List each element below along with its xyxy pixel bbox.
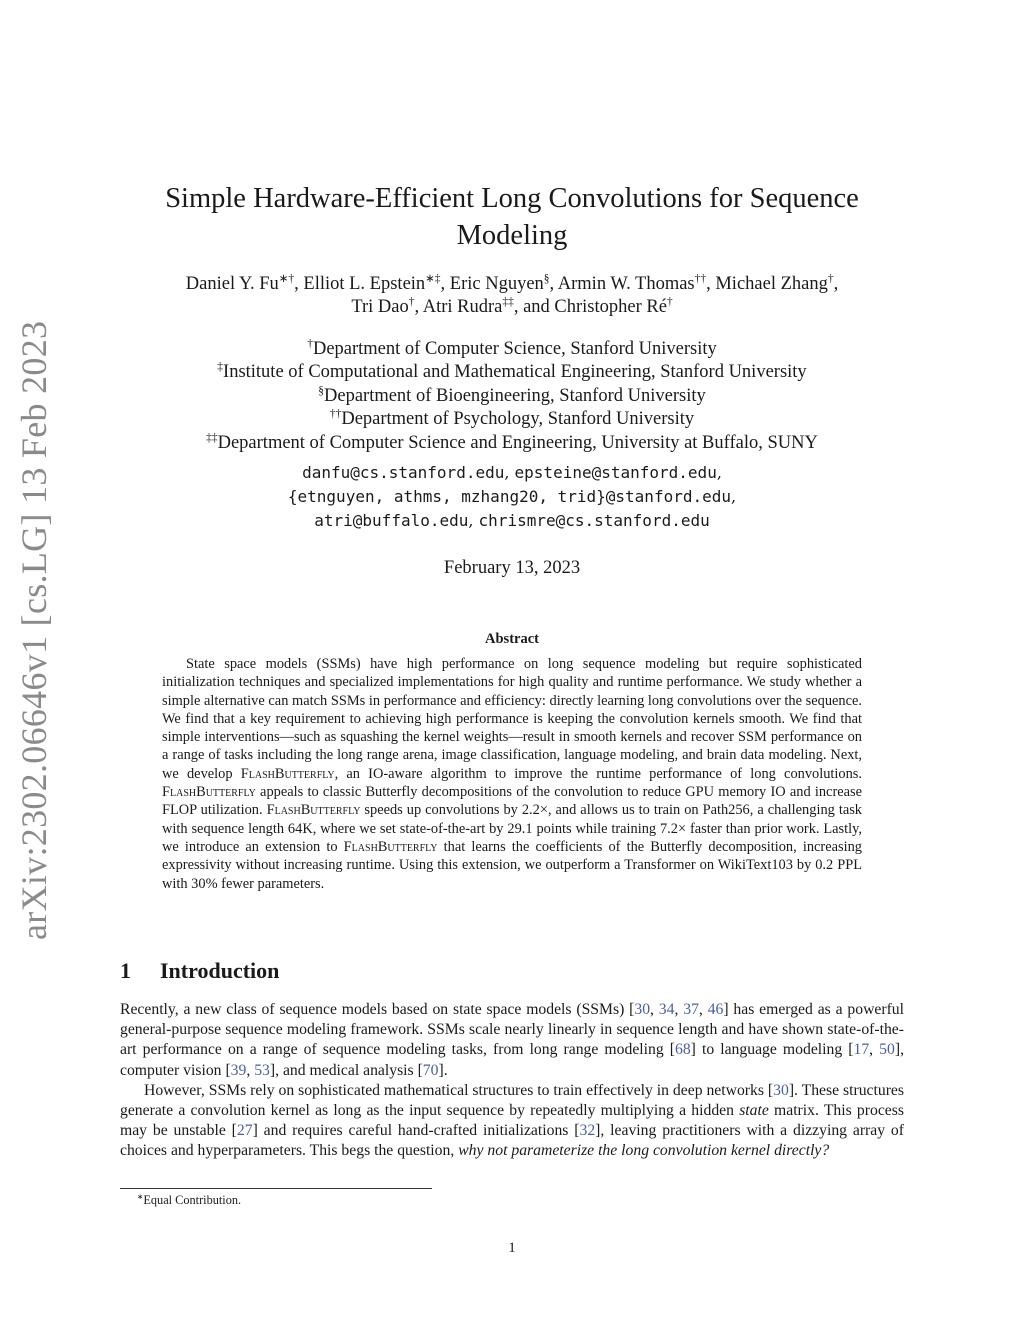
title-line-1: Simple Hardware-Efficient Long Convolutions for Sequence — [165, 183, 859, 214]
arxiv-identifier-stamp: arXiv:2302.06646v1 [cs.LG] 13 Feb 2023 — [14, 320, 54, 940]
author-mark: ∗† — [278, 272, 295, 285]
text-segment: ], computer vision [ — [120, 1041, 905, 1079]
affiliation-mark: † — [307, 337, 313, 350]
email-line-1: danfu@cs.stanford.edu, epsteine@stanford.edu, — [302, 463, 722, 482]
author-name: Atri Rudra — [422, 297, 503, 317]
citation-link[interactable]: 50 — [879, 1041, 895, 1059]
email-line-2: {etnguyen, athms, mzhang20, trid}@stanford.edu, — [287, 487, 737, 506]
research-question: why not parameterize the long convolution kernel directly? — [458, 1142, 830, 1160]
author-list — [0, 273, 1024, 319]
text-segment: ] to language modeling [ — [690, 1041, 854, 1059]
method-name: FlashButterfly — [162, 784, 256, 801]
affiliation-mark: ‡ — [217, 361, 224, 374]
affiliation-item — [0, 385, 1024, 408]
affiliation-mark: § — [318, 384, 324, 397]
author-name: Elliot L. Epstein — [303, 274, 426, 294]
affiliation-item — [0, 432, 1024, 455]
email-list — [0, 461, 1024, 533]
email-link[interactable]: chrismre@cs.stanford.edu — [478, 511, 710, 530]
abstract-text — [162, 655, 862, 893]
author-line-2: Tri Dao†, Atri Rudra‡‡, and Christopher Ré† — [351, 295, 673, 317]
affiliation-mark: †† — [329, 408, 342, 421]
affiliation-text: Department of Psychology, Stanford University — [341, 409, 695, 430]
introduction-body — [120, 1000, 904, 1162]
author-name: Michael Zhang — [715, 274, 828, 294]
citation-link[interactable]: 34 — [658, 1001, 675, 1018]
text-segment: ], leaving practitioners with a dizzying array of choices and hyperparameters. This begs the question, — [120, 1122, 905, 1160]
author-mark: † — [666, 295, 673, 308]
abstract-segment: that learns the coefficients of the Butterfly decomposition, increasing expressivity without increasing runtime. Using this extension, we outperform a Transformer on WikiText103 by 0.2 PPL with 30% fewer parameters. — [162, 838, 862, 892]
title-line-2: Modeling — [456, 220, 568, 251]
paragraph — [120, 1081, 904, 1162]
citation-link[interactable]: 70 — [422, 1061, 439, 1079]
author-mark: ‡‡ — [502, 295, 514, 308]
author-name: Tri Dao — [351, 297, 409, 317]
emphasis: state — [739, 1102, 769, 1120]
affiliation-text: Department of Computer Science, Stanford University — [312, 339, 717, 359]
text-segment: ] has emerged as a powerful general-purpose sequence modeling framework. SSMs scale nearly linearly in sequence length and have shown state-of-the-art performance on a range of sequence modeling tasks, from long range modeling [ — [120, 1001, 905, 1059]
affiliation-item — [0, 361, 1024, 384]
citation-link[interactable]: 53 — [254, 1061, 270, 1079]
author-mark: †† — [694, 272, 707, 285]
affiliation-text: Department of Bioengineering, Stanford University — [324, 385, 706, 406]
text-segment: ]. These structures generate a convolution kernel as long as the input sequence by repeatedly multiplying a hidden — [120, 1081, 904, 1120]
citation-link[interactable]: 27 — [236, 1122, 253, 1140]
author-name: Christopher Ré — [554, 297, 667, 317]
method-name: FlashButterfly — [266, 802, 361, 819]
author-mark: § — [543, 272, 550, 285]
author-mark: ∗‡ — [425, 272, 441, 285]
footnote-text: Equal Contribution. — [143, 1193, 242, 1207]
author-name: Armin W. Thomas — [557, 274, 695, 294]
abstract-segment: State space models (SSMs) have high performance on long sequence modeling but require sophisticated initialization techniques and specialized implementations for high quality and runtime performance. We study whether a simple alternative can match SSMs in performance and efficiency: directly learning long convolutions over the sequence. We find that a key requirement to achieving high performance is keeping the convolution kernels smooth. We find that simple interventions—such as squashing the kernel weights—result in smooth kernels and recover SSM performance on a range of tasks including the long range arena, image classification, language modeling, and brain data modeling. Next, we develop — [162, 656, 862, 782]
author-name: Eric Nguyen — [449, 274, 544, 294]
footnote — [137, 1193, 241, 1208]
citation-link[interactable]: 32 — [579, 1122, 596, 1140]
method-name: FlashButterfly — [240, 765, 335, 782]
citation-link[interactable]: 37 — [683, 1001, 699, 1018]
citation-link[interactable]: 17 — [853, 1041, 870, 1059]
affiliation-list — [0, 338, 1024, 455]
abstract-segment: , an IO-aware algorithm to improve the runtime performance of long convolutions. — [334, 765, 863, 782]
citation-link[interactable]: 46 — [707, 1001, 724, 1018]
text-segment: ]. — [438, 1061, 448, 1079]
footnote-mark: ∗ — [137, 1191, 144, 1201]
affiliation-mark: ‡‡ — [206, 431, 218, 444]
affiliation-text: Institute of Computational and Mathematical Engineering, Stanford University — [223, 362, 807, 383]
citation-link[interactable]: 39 — [230, 1061, 247, 1079]
text-segment: Recently, a new class of sequence models based on state space models (SSMs) [ — [120, 1001, 635, 1018]
section-number: 1 — [120, 958, 131, 983]
affiliation-text: Department of Computer Science and Engineering, University at Buffalo, SUNY — [217, 432, 818, 453]
citation-link[interactable]: 68 — [674, 1041, 691, 1059]
page-number: 1 — [508, 1240, 516, 1256]
email-link[interactable]: atri@buffalo.edu — [314, 511, 469, 530]
affiliation-item — [0, 338, 1024, 361]
paper-title — [0, 180, 1024, 254]
publication-date: February 13, 2023 — [443, 558, 581, 578]
email-link[interactable]: epsteine@stanford.edu — [514, 463, 717, 482]
text-segment: However, SSMs rely on sophisticated mathematical structures to train effectively in deep networks [ — [144, 1081, 774, 1099]
method-name: FlashButterfly — [343, 838, 438, 855]
abstract-segment: speeds up convolutions by 2.2×, and allows us to train on Path256, a challenging task with sequence length 64K, where we set state-of-the-art by 29.1 points while training 7.2× faster than prior work. Lastly, we introduce an extension to — [162, 802, 862, 855]
text-segment: ] and requires careful hand-crafted initializations [ — [252, 1122, 580, 1140]
affiliation-item — [0, 408, 1024, 431]
email-line-3: atri@buffalo.edu, chrismre@cs.stanford.edu — [314, 511, 710, 530]
section-title: Introduction — [160, 958, 280, 983]
section-heading — [120, 958, 279, 984]
paragraph: Recently, a new class of sequence models based on state space models (SSMs) [30, 34, 37, 46] has emerged as a powerful general-purpose sequence modeling framework. SSMs scale nearly linearly in sequence length and have shown state-of-the-art performance on a range of sequence modeling tasks, from long range modeling [68] to language modeling [17, 50], computer vision [39, 53], and medical analysis [70]. — [120, 1001, 905, 1079]
citation-link[interactable]: 30 — [773, 1081, 789, 1099]
footnote-divider — [120, 1188, 432, 1189]
email-link[interactable]: danfu@cs.stanford.edu — [302, 463, 505, 482]
abstract-segment: appeals to classic Butterfly decompositions of the convolution to reduce GPU memory IO and increase FLOP utilization. — [162, 784, 862, 819]
email-link[interactable]: {etnguyen, athms, mzhang20, trid}@stanford.edu — [287, 487, 731, 506]
author-line-1: Daniel Y. Fu∗†, Elliot L. Epstein∗‡, Eric Nguyen§, Armin W. Thomas††, Michael Zhang†, — [185, 272, 839, 294]
author-mark: † — [827, 272, 834, 285]
abstract-heading: Abstract — [485, 631, 539, 647]
author-name: Daniel Y. Fu — [185, 274, 279, 294]
author-mark: † — [408, 295, 415, 308]
citation-link[interactable]: 30 — [634, 1001, 651, 1018]
text-segment: matrix. This process may be unstable [ — [120, 1102, 904, 1140]
text-segment: ], and medical analysis [ — [269, 1061, 423, 1079]
